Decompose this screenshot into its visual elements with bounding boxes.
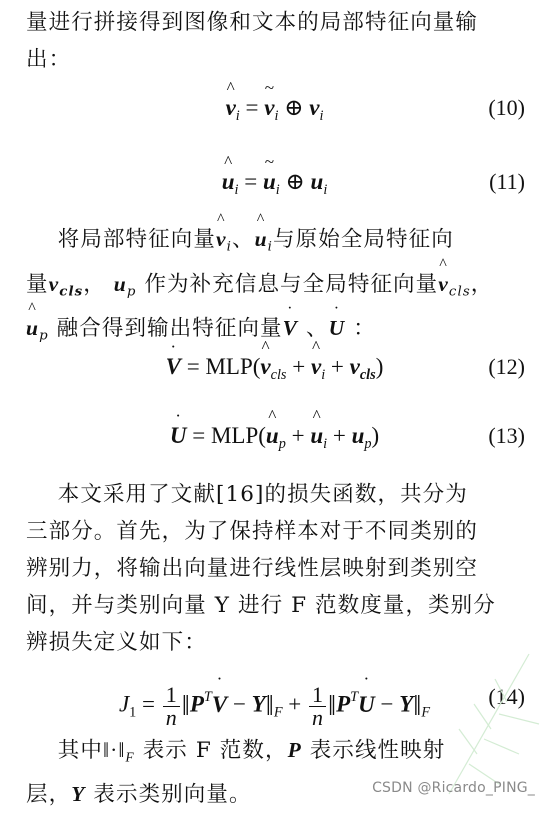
fraction: $\frac{1}{n}$ [309, 684, 326, 729]
equation-number: (13) [488, 423, 525, 448]
text-line: 将局部特征向量v ^ $_i$、u ^ $_i$与原始全局特征向 [57, 211, 454, 255]
text-line: 层，Y 表示类别向量。 [26, 781, 252, 807]
text-line: 其中$‖\cdot‖_F$ 表示 F 范数，P 表示线性映射 [57, 738, 446, 765]
equation-body: V · = MLP(v ^ $_{cls}$ + v ^ $_i + v_{cls}$) [165, 336, 384, 383]
equation-body: u ^ $_i$ = u ~ $_i$ ⊕ $u_i$ [221, 151, 328, 198]
watermark: CSDN @Ricardo_PING_ [372, 780, 535, 796]
fraction: $\frac{1}{n}$ [163, 684, 180, 729]
equation-11 [0, 151, 549, 202]
text-line: u ^ $_p$ 融合得到输出特征向量V · 、U · ： [26, 300, 376, 344]
equation-body: $J_1$ = $\frac{1}{n}$ $‖P^TV$ · − $Y‖_F$ + $\frac{1}{n}$ $‖P^TU$ · − $Y‖_F$ [118, 669, 431, 730]
equation-body: v ^ $_i$ = v ~ $_i$ ⊕ $v_i$ [225, 77, 324, 124]
text-line: 辨损失定义如下： [26, 630, 207, 655]
paragraph-fusion [26, 211, 532, 355]
equation-13 [0, 405, 549, 456]
text-line: 间，并与类别向量 Y 进行 F 范数度量，类别分 [26, 593, 496, 618]
decorative-leaf-pattern [429, 634, 549, 804]
paragraph-intro [26, 4, 532, 78]
equation-10 [0, 77, 549, 128]
text-line: 三部分。首先，为了保持样本对于不同类别的 [26, 519, 479, 544]
equation-number: (11) [489, 169, 525, 194]
equation-number: (10) [488, 95, 525, 120]
equation-number: (14) [488, 684, 525, 709]
equation-12 [0, 336, 549, 387]
equation-number: (12) [488, 354, 525, 379]
text-line: 量$v_{cls}$， $u_p$ 作为补充信息与全局特征向量v ^ $_{cls}$， [26, 255, 494, 300]
text-line: 量进行拼接得到图像和文本的局部特征向量输 [26, 10, 479, 35]
equation-body: U · = MLP(u ^ $_p$ + u ^ $_i + u_p$) [169, 405, 380, 452]
text-line: 本文采用了文献[16]的损失函数，共分为 [57, 482, 468, 507]
text-line: 出： [26, 47, 72, 72]
text-line: 辨别力，将输出向量进行线性层映射到类别空 [26, 556, 479, 581]
